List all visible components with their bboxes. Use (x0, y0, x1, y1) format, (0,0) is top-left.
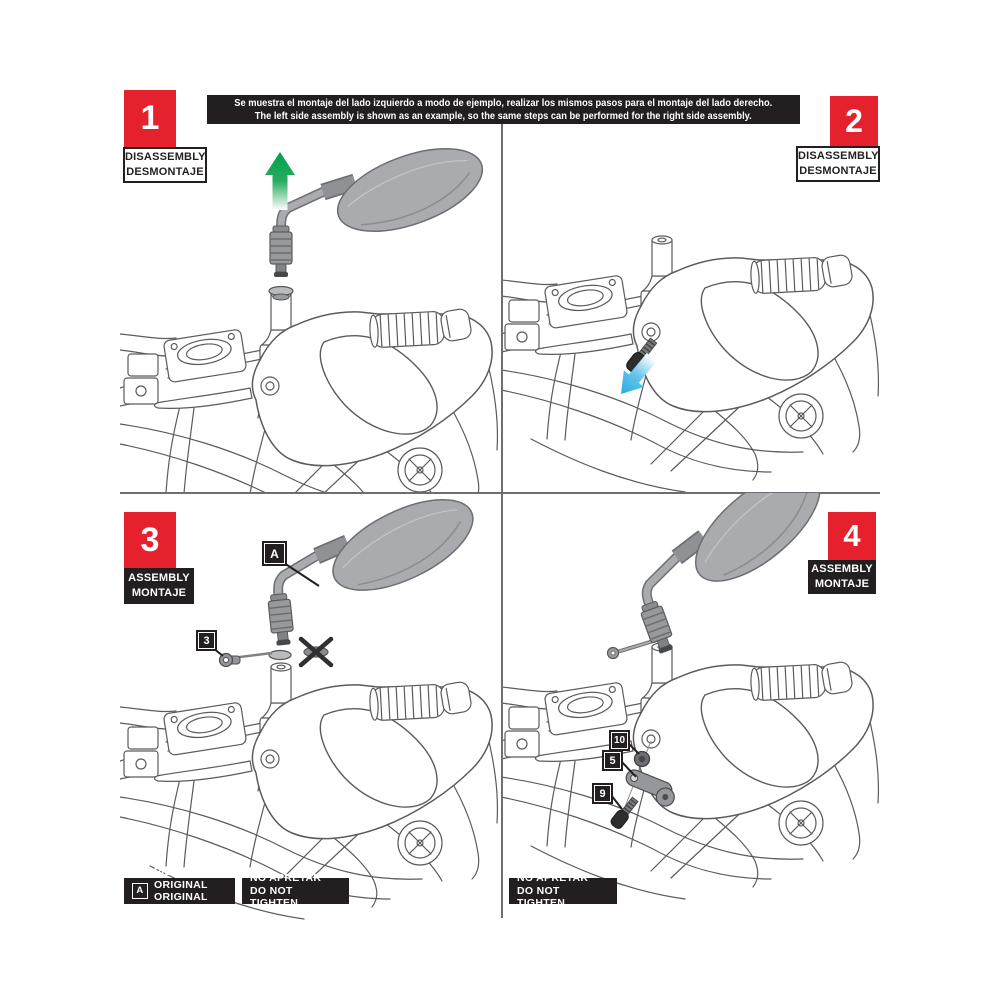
phase-label (123, 147, 207, 183)
motorcycle-line-art (120, 290, 497, 492)
callout-A: A (264, 543, 285, 564)
crossed-out-washer-icon (301, 639, 331, 665)
footer-do-not-tighten: NO APRETAR DO NOT TIGHTEN (242, 878, 349, 904)
step-number: 3 (140, 520, 160, 559)
phase-label (796, 146, 880, 182)
callout-9: 9 (594, 785, 611, 802)
callout-5: 5 (604, 752, 621, 769)
mirror-assembly (270, 132, 493, 277)
step-number: 2 (845, 102, 863, 139)
panel-1-disassembly (120, 88, 501, 492)
panel-3-assembly (120, 493, 501, 930)
step-number-badge (828, 512, 876, 560)
up-arrow-icon (265, 152, 295, 210)
washer-part (269, 651, 291, 660)
step-number-badge (124, 90, 176, 147)
panel-4-assembly (503, 493, 880, 930)
part-A-tag-icon: A (132, 883, 148, 899)
phase-en: DISASSEMBLY (125, 151, 206, 163)
motorcycle-line-art (503, 643, 878, 899)
phase-en: DISASSEMBLY (798, 150, 879, 162)
callout-3: 3 (198, 632, 215, 649)
phase-es: MONTAJE (814, 578, 870, 590)
notice-line-en: The left side assembly is shown as an example, so the same steps can be performed for the right side assembly. (254, 110, 753, 122)
notice-line-es: Se muestra el montaje del lado izquierdo a modo de ejemplo, realizar los mismos pasos para el montaje del lado derecho. (234, 97, 773, 109)
phase-es: DESMONTAJE (126, 166, 204, 178)
panel-3-illustration (120, 493, 501, 930)
phase-en: ASSEMBLY (128, 572, 190, 584)
step-number-badge (830, 96, 878, 146)
footer-original-part: A PIEZA ORIGINAL ORIGINAL PART (124, 878, 235, 904)
phase-es: DESMONTAJE (799, 165, 877, 177)
phase-label (124, 568, 194, 604)
step-number: 1 (140, 99, 160, 137)
phase-en: ASSEMBLY (811, 563, 873, 575)
step-number-badge (124, 512, 176, 568)
footer-do-not-tighten: NO APRETAR DO NOT TIGHTEN (509, 878, 617, 904)
panel-4-illustration (503, 493, 880, 930)
leader-line (213, 648, 223, 656)
callout-10: 10 (611, 732, 628, 749)
motorcycle-line-art (503, 236, 878, 492)
step-number: 4 (843, 518, 861, 553)
washer-part (273, 294, 289, 300)
panel-2-disassembly (503, 88, 880, 492)
phase-es: MONTAJE (131, 587, 187, 599)
phase-label (808, 560, 876, 594)
